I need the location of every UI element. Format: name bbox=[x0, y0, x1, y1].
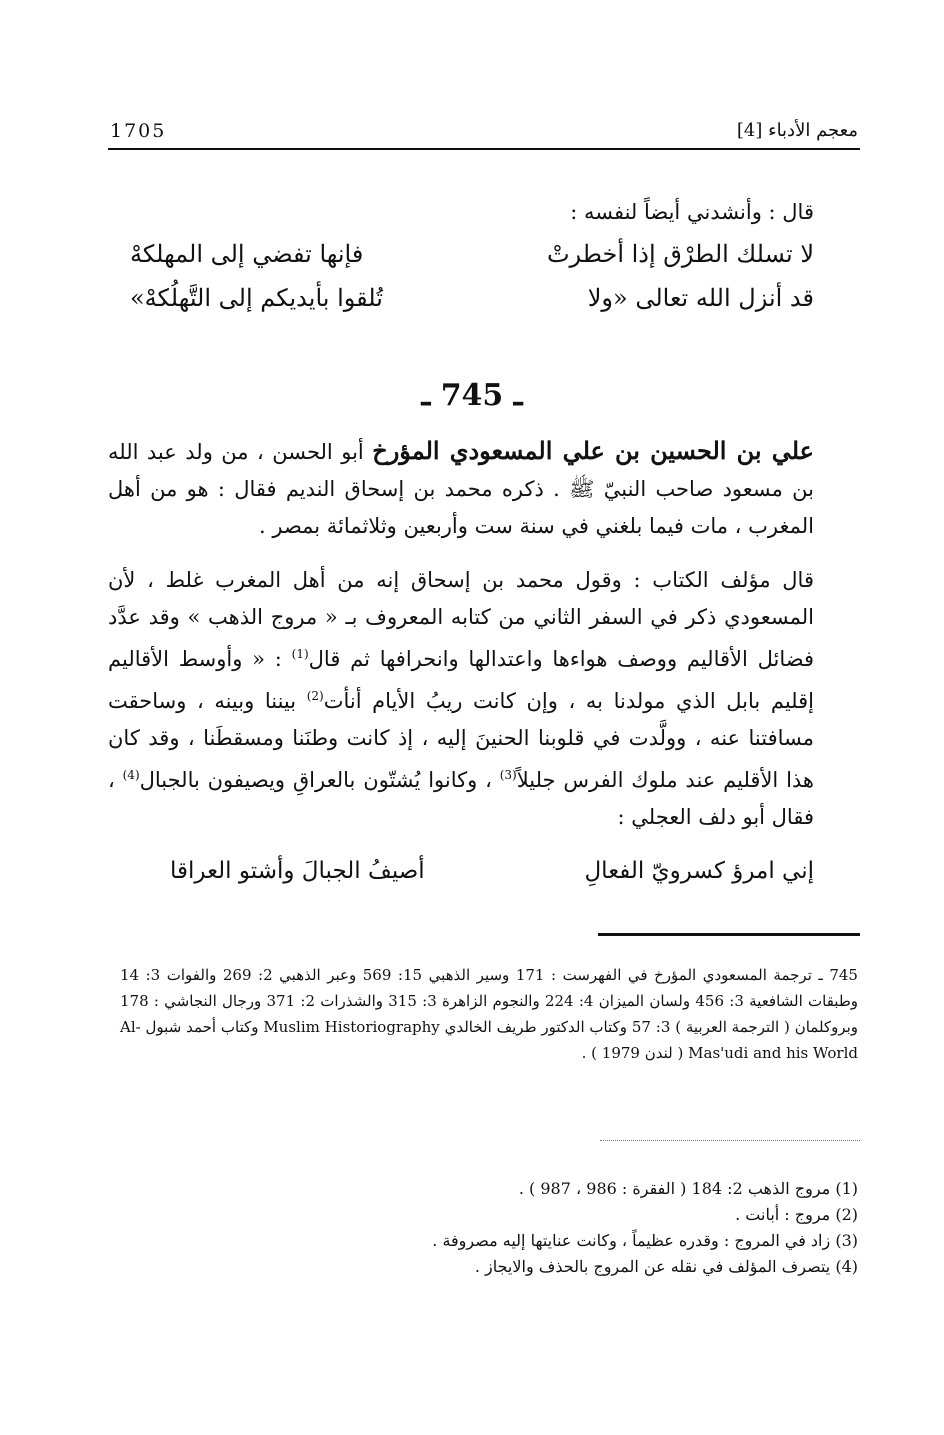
bibliography-note: 745 ـ ترجمة المسعودي المؤرخ في الفهرست : 171 وسير الذهبي 15: 569 وعبر الذهبي 2: 269 والفوات 3: 14 وطبقات الشافعية 3: 456 ولسان الميزان 4: 224 والنجوم الزاهرة 3: 315 والشذرات 2: 371 ورجال النجاشي : 178 وبروكلمان ( الترجمة العربية ) 3: 57 وكتاب الدكتور طريف الخالدي Muslim Historiography وكتاب أحمد شبول Al- Mas'udi and his World ( لندن 1979 ) . bbox=[120, 966, 859, 1062]
footnote: (1) مروج الذهب 2: 184 ( الفقرة : 986 ، 987 ) . bbox=[518, 1179, 858, 1198]
verse-second-hemistich: فإنها تفضي إلى المهلكهْ bbox=[130, 240, 364, 268]
footnote-ref: (4) bbox=[122, 768, 140, 782]
running-title: معجم الأدباء [4] bbox=[736, 120, 858, 141]
poem-intro: قال : وأنشدني أيضاً لنفسه : bbox=[570, 200, 814, 224]
entry-name: علي بن الحسين بن علي المسعودي المؤرخ bbox=[372, 436, 814, 465]
verse-second-hemistich: تُلقوا بأيديكم إلى التَّهلُكهْ» bbox=[130, 284, 383, 312]
verse-second-hemistich: أصيفُ الجبالَ وأشتو العراقا bbox=[170, 858, 425, 884]
footnote-ref: (2) bbox=[306, 689, 324, 703]
header-rule bbox=[108, 148, 860, 150]
entry-number: ـ 745 ـ bbox=[421, 378, 523, 413]
body-text: قال مؤلف الكتاب : وقول محمد بن إسحاق إنه من أهل المغرب غلط ، لأن المسعودي ذكر في السفر الثاني من كتابه المعروف بـ « مروج الذهب » وقد عدَّد فضائل الأقاليم ووصف هواءها واعتدالها وانحرافها ثم قال bbox=[108, 568, 814, 671]
body-text: بيننا وبينه ، وساحقت مسافتنا عنه ، وولَّدت في قلوبنا الحنينَ إليه ، إذ كانت وطنَنا ومسقطَنا ، وقد كان هذا الأقليم عند ملوك الفرس جليلاً bbox=[108, 689, 815, 792]
entry-body-paragraph bbox=[108, 562, 814, 836]
poem-verse bbox=[130, 240, 814, 276]
entry-intro-text: أبو الحسن ، من ولد عبد الله بن مسعود صاحب النبيّ ﷺ . ذكره محمد بن إسحاق النديم فقال : هو من أهل المغرب ، مات فيما بلغني في سنة ست وأربعين وثلاثمائة بمصر . bbox=[108, 440, 814, 538]
footnote: (3) زاد في المروج : وقدره عظيماً ، وكانت عنايتها إليه مصروفة . bbox=[432, 1231, 858, 1250]
dotted-separator bbox=[600, 1140, 860, 1141]
footnote-ref: (3) bbox=[499, 768, 517, 782]
body-text: : « وأوسط الأقاليم إقليم بابل الذي مولدنا به ، وإن كانت ريبُ الأيام أنأت bbox=[108, 647, 814, 713]
verse-first-hemistich: قد أنزل الله تعالى «ولا bbox=[587, 284, 814, 312]
page-number: 1705 bbox=[110, 120, 167, 142]
poem-verse bbox=[130, 284, 814, 320]
footnotes-list bbox=[300, 1176, 858, 1280]
footnote: (2) مروج : أبانت . bbox=[735, 1205, 858, 1224]
body-text: ، فقال أبو دلف العجلي : bbox=[108, 768, 814, 829]
body-text: ، وكانوا يُشتّون بالعراقِ ويصيفون بالجبال bbox=[139, 768, 500, 792]
footnote-ref: (1) bbox=[291, 647, 309, 661]
poem-verse bbox=[170, 858, 814, 884]
verse-first-hemistich: لا تسلك الطرْق إذا أخطرتْ bbox=[546, 240, 814, 268]
entry-intro-paragraph bbox=[108, 432, 814, 545]
footnote: (4) يتصرف المؤلف في نقله عن المروج بالحذف والايجاز . bbox=[474, 1257, 858, 1276]
verse-first-hemistich: إني امرؤ كسرويّ الفعالِ bbox=[584, 858, 814, 884]
footnote-rule bbox=[598, 933, 860, 936]
